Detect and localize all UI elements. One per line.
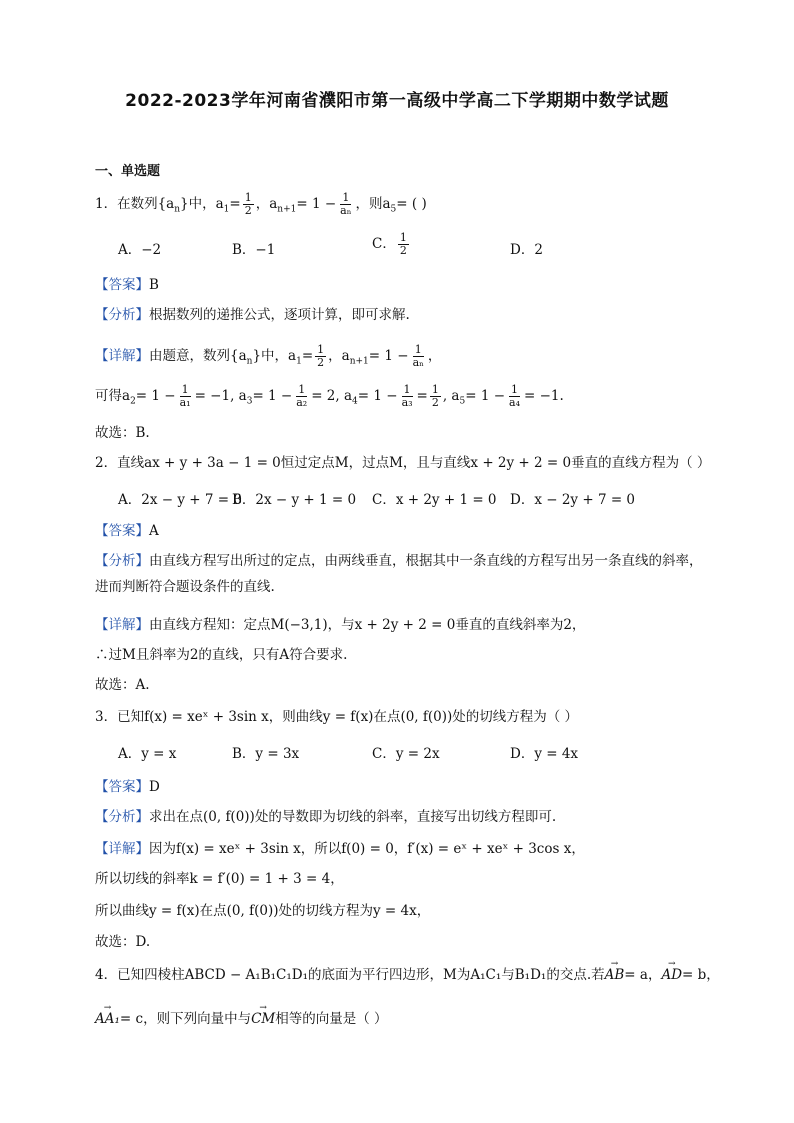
q3-conclusion: 故选：D. — [95, 934, 151, 950]
q2-option-c[interactable]: C．x + 2y + 1 = 0 — [372, 492, 497, 508]
sub: 5 — [459, 396, 466, 407]
derive-text: = 1 − — [135, 388, 176, 404]
answer-tag: 【答案】 — [95, 779, 149, 795]
q3-tangent: 所以曲线y = f(x)在点(0, f(0))处的切线方程为y = 4x， — [95, 903, 431, 919]
q1-option-c[interactable] — [372, 232, 411, 257]
fraction — [430, 384, 441, 409]
fraction — [411, 344, 426, 369]
vector-cm: → CM — [251, 1010, 275, 1028]
sub: 2 — [130, 396, 136, 407]
detail-tag: 【详解】 — [95, 348, 149, 364]
sub: 1 — [223, 204, 230, 215]
q4-stem-text: = c，则下列向量中与 — [119, 1011, 252, 1027]
q1-analysis — [95, 306, 410, 324]
detail-text: 由直线方程知：定点M(−3,1)，与x + 2y + 2 = 0垂直的直线斜率为2， — [149, 617, 586, 633]
vector-ab: → AB — [605, 966, 625, 984]
fraction-numerator: 1 — [403, 383, 411, 396]
page-title: 2022-2023学年河南省濮阳市第一高级中学高二下学期期中数学试题 — [125, 91, 669, 111]
derive-text: 可得a — [95, 388, 131, 404]
fraction-denominator: aₙ — [340, 204, 352, 217]
sub: 1 — [296, 356, 302, 367]
q3-analysis — [95, 808, 556, 826]
fraction-numerator: 1 — [342, 191, 350, 204]
detail-tag: 【详解】 — [95, 841, 149, 857]
q4-stem-text: = a， — [624, 967, 662, 983]
q4-stem-line1 — [95, 966, 720, 984]
fraction-denominator: a₃ — [401, 396, 413, 409]
fraction — [294, 384, 309, 409]
detail-text: 由题意，数列{a — [149, 348, 247, 364]
option-label: C． — [372, 236, 396, 252]
fraction-denominator: a₂ — [296, 396, 308, 409]
fraction-numerator: 1 — [431, 383, 439, 396]
fraction-denominator: a₄ — [509, 396, 520, 409]
q2-option-d[interactable]: D．x − 2y + 7 = 0 — [510, 492, 636, 508]
fraction-numerator: 1 — [511, 383, 518, 396]
q3-option-b[interactable]: B．y = 3x — [232, 746, 300, 762]
q1-detail: 【详解】由题意，数列$\{a_n\}$中，$a_1=$ $\frac{1}{2}$ ，$a_{n+1}= 1$ − $\frac{1}{\text{aₙ}}$ ， — [95, 343, 442, 369]
q3-detail — [95, 840, 585, 858]
q3-option-c[interactable]: C．y = 2x — [372, 746, 440, 762]
q1-stem-text: 1．在数列{a — [95, 196, 175, 212]
derive-text: = 1 − — [465, 388, 506, 404]
fraction — [507, 384, 522, 409]
fraction-numerator: 1 — [414, 343, 422, 356]
fraction-numerator: 1 — [298, 383, 306, 396]
derive-text: = 1 − — [357, 388, 398, 404]
q4-stem-text: 4．已知四棱柱ABCD − A₁B₁C₁D₁的底面为平行四边形，M为A₁C₁与B₁D₁的交点.若 — [95, 967, 605, 983]
q1-stem-text: = ( ) — [396, 196, 427, 212]
fraction-denominator: 2 — [399, 244, 407, 257]
vector-ad: → AD — [661, 966, 682, 984]
q1-stem-text: ，则a — [355, 196, 391, 212]
fraction-numerator: 1 — [181, 383, 189, 396]
q2-analysis — [95, 548, 705, 600]
vector-aa1: → AA₁ — [95, 1010, 120, 1028]
analysis-text: 由直线方程写出所过的定点，由两线垂直，根据其中一条直线的方程写出另一条直线的斜率，进而判断符合题设条件的直线. — [95, 553, 703, 595]
detail-text: 因为f(x) = xeˣ + 3sin x，所以f(0) = 0，f′(x) = eˣ + xeˣ + 3cos x， — [149, 841, 585, 857]
fraction-numerator: 1 — [317, 343, 325, 356]
answer-value: D — [149, 779, 160, 795]
analysis-text: 根据数列的递推公式，逐项计算，即可求解. — [149, 307, 410, 323]
fraction-numerator: 1 — [244, 191, 252, 204]
derive-text: = −1. — [523, 388, 564, 404]
q1-stem: 1．在数列$\{a_n\}$中，$a_1=$ $\frac{1}{2}$ ，$a_{n+1}= 1$ − $\frac{1}{\text{aₙ}}$ ，则$a_5=$ ( ) — [95, 191, 427, 217]
q4-stem-line2 — [95, 1010, 388, 1028]
q1-option-d[interactable]: D．2 — [510, 242, 543, 258]
analysis-tag: 【分析】 — [95, 809, 149, 825]
q4-stem-text: 相等的向量是（ ） — [275, 1011, 388, 1027]
q3-stem: 3．已知f(x) = xeˣ + 3sin x，则曲线y = f(x)在点(0, f(0))处的切线方程为（ ） — [95, 709, 579, 725]
q1-stem-text: }中，a — [180, 196, 224, 212]
q3-answer — [95, 778, 160, 796]
answer-tag: 【答案】 — [95, 277, 149, 293]
q3-slope: 所以切线的斜率k = f′(0) = 1 + 3 = 4， — [95, 871, 344, 887]
fraction-denominator: aₙ — [412, 356, 424, 369]
fraction — [243, 192, 254, 217]
q3-option-d[interactable]: D．y = 4x — [510, 746, 579, 762]
fraction — [398, 232, 409, 257]
detail-text: = 1 − — [368, 348, 409, 364]
q1-stem-text: ，a — [255, 196, 278, 212]
q1-derivation: 可得$a_2= 1$ − $\frac{1}{\text{a₁}}$ = −1, $a_3= 1$ − $\frac{1}{\text{a₂}}$ = 2, $a_4= 1$ − $\frac{1}{\text{a₃}}$ = $\frac{1}{2}$ , $a_5= 1$ − $\frac{1}{\text{a₄}}$ = −1. — [95, 383, 564, 409]
answer-value: A — [149, 523, 159, 539]
q2-answer — [95, 522, 159, 540]
derive-text: , a — [442, 388, 460, 404]
analysis-tag: 【分析】 — [95, 307, 149, 323]
fraction — [400, 384, 415, 409]
answer-tag: 【答案】 — [95, 523, 149, 539]
sub: 4 — [352, 396, 358, 407]
q1-answer — [95, 276, 159, 294]
analysis-text: 求出在点(0, f(0))处的导数即为切线的斜率，直接写出切线方程即可. — [149, 809, 557, 825]
q1-option-b[interactable]: B．−1 — [232, 242, 276, 258]
derive-text: = −1, a — [194, 388, 247, 404]
fraction — [178, 384, 193, 409]
detail-text: }中，a — [252, 348, 297, 364]
fraction-denominator: 2 — [317, 356, 325, 369]
sub: 3 — [246, 396, 253, 407]
sub: n — [246, 356, 253, 367]
fraction-denominator: a₁ — [179, 396, 191, 409]
q3-option-a[interactable]: A．y = x — [118, 746, 177, 762]
sub: n+1 — [277, 204, 297, 215]
detail-tag: 【详解】 — [95, 617, 149, 633]
fraction — [315, 344, 326, 369]
q2-conclusion: 故选：A. — [95, 677, 150, 693]
sub: n+1 — [349, 356, 369, 367]
q2-option-b[interactable]: B．2x − y + 1 = 0 — [232, 492, 357, 508]
derive-text: = 1 − — [252, 388, 293, 404]
fraction — [338, 192, 353, 217]
fraction-denominator: 2 — [431, 396, 439, 409]
sub: 5 — [390, 204, 397, 215]
q4-stem-text: = b， — [682, 967, 720, 983]
q1-option-a[interactable]: A．−2 — [118, 242, 162, 258]
detail-text: ，a — [328, 348, 350, 364]
answer-value: B — [149, 277, 159, 293]
q2-detail — [95, 616, 585, 634]
analysis-tag: 【分析】 — [95, 553, 149, 569]
q2-option-a[interactable]: A．2x − y + 7 = 0 — [118, 492, 242, 508]
derive-text: = 2, a — [311, 388, 353, 404]
sub: n — [174, 204, 181, 215]
q2-therefore: ∴过M且斜率为2的直线，只有A符合要求. — [95, 647, 348, 663]
q1-stem-text: = 1 − — [296, 196, 337, 212]
q2-stem: 2．直线ax + y + 3a − 1 = 0恒过定点M，过点M，且与直线x + 2y + 2 = 0垂直的直线方程为（ ） — [95, 455, 711, 471]
fraction-denominator: 2 — [244, 204, 252, 217]
section-heading: 一、单选题 — [95, 164, 161, 179]
fraction-numerator: 1 — [399, 231, 407, 244]
q1-conclusion: 故选：B. — [95, 425, 150, 441]
